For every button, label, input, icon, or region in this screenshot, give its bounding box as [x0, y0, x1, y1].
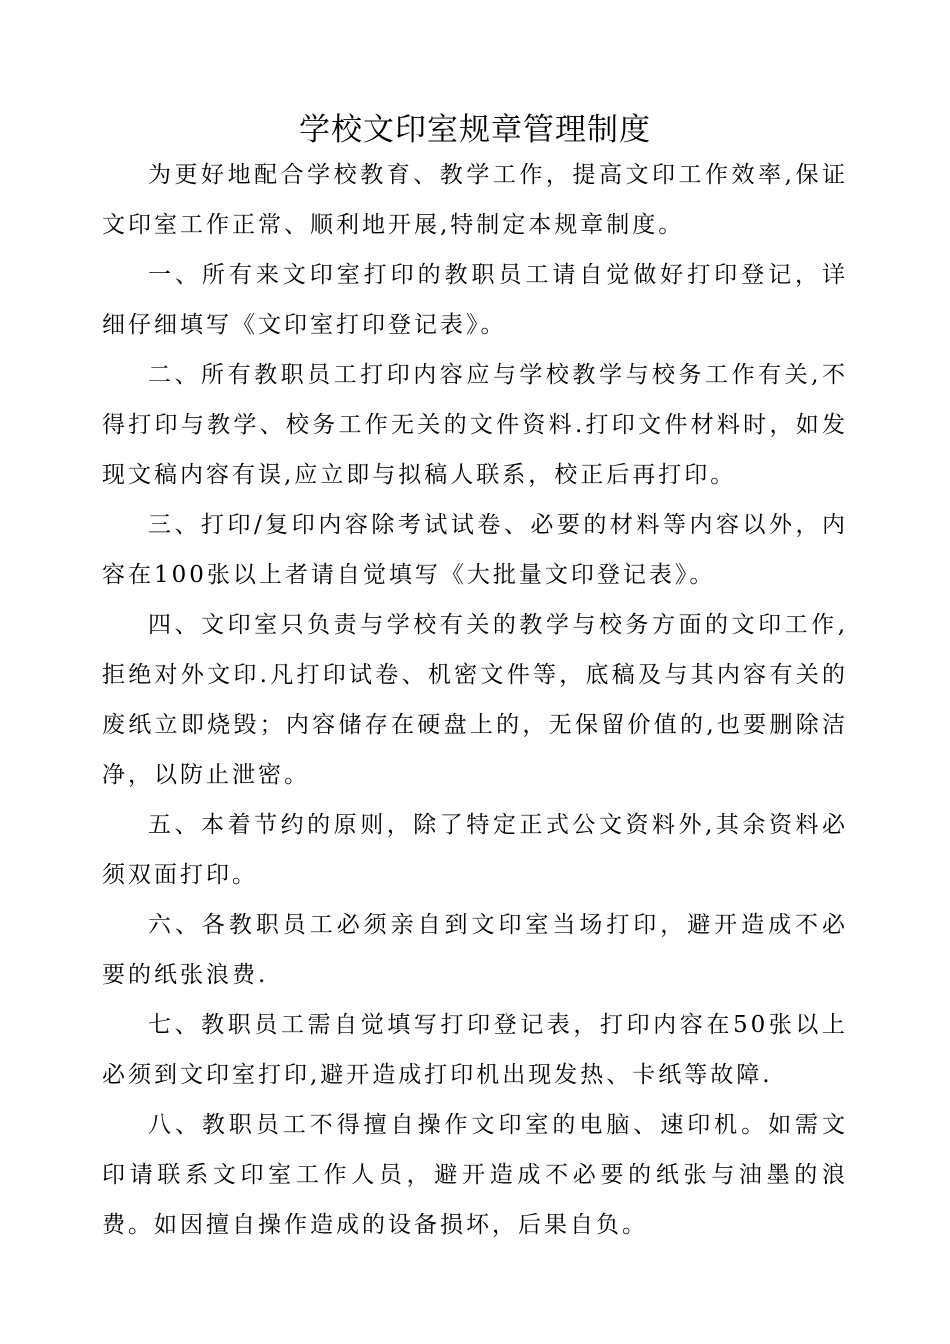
paragraph-rule-3: 三、打印/复印内容除考试试卷、必要的材料等内容以外，内容在100张以上者请自觉填写《大批量文印登记表》。: [102, 512, 848, 588]
paragraph-rule-1: 一、所有来文印室打印的教职员工请自觉做好打印登记，详细仔细填写《文印室打印登记表》。: [102, 262, 848, 338]
document-title: 学校文印室规章管理制度: [299, 112, 651, 148]
paragraph-intro: 为更好地配合学校教育、教学工作，提高文印工作效率,保证文印室工作正常、顺利地开展,特制定本规章制度。: [102, 162, 848, 238]
paragraph-rule-8: 八、教职员工不得擅自操作文印室的电脑、速印机。如需文印请联系文印室工作人员，避开造成不必要的纸张与油墨的浪费。如因擅自操作造成的设备损坏，后果自负。: [102, 1112, 848, 1238]
document-page: [102, 100, 848, 1250]
paragraph-rule-5: 五、本着节约的原则，除了特定正式公文资料外,其余资料必须双面打印。: [102, 812, 848, 888]
paragraph-rule-4: 四、文印室只负责与学校有关的教学与校务方面的文印工作,拒绝对外文印.凡打印试卷、机密文件等，底稿及与其内容有关的废纸立即烧毁；内容储存在硬盘上的，无保留价值的,也要删除洁净，以防止泄密。: [102, 612, 848, 788]
paragraph-rule-7: 七、教职员工需自觉填写打印登记表，打印内容在50张以上必须到文印室打印,避开造成打印机出现发热、卡纸等故障.: [102, 1012, 848, 1088]
paragraph-rule-2: 二、所有教职员工打印内容应与学校教学与校务工作有关,不得打印与教学、校务工作无关的文件资料.打印文件材料时，如发现文稿内容有误,应立即与拟稿人联系，校正后再打印。: [102, 362, 848, 488]
paragraph-rule-6: 六、各教职员工必须亲自到文印室当场打印，避开造成不必要的纸张浪费.: [102, 912, 848, 988]
